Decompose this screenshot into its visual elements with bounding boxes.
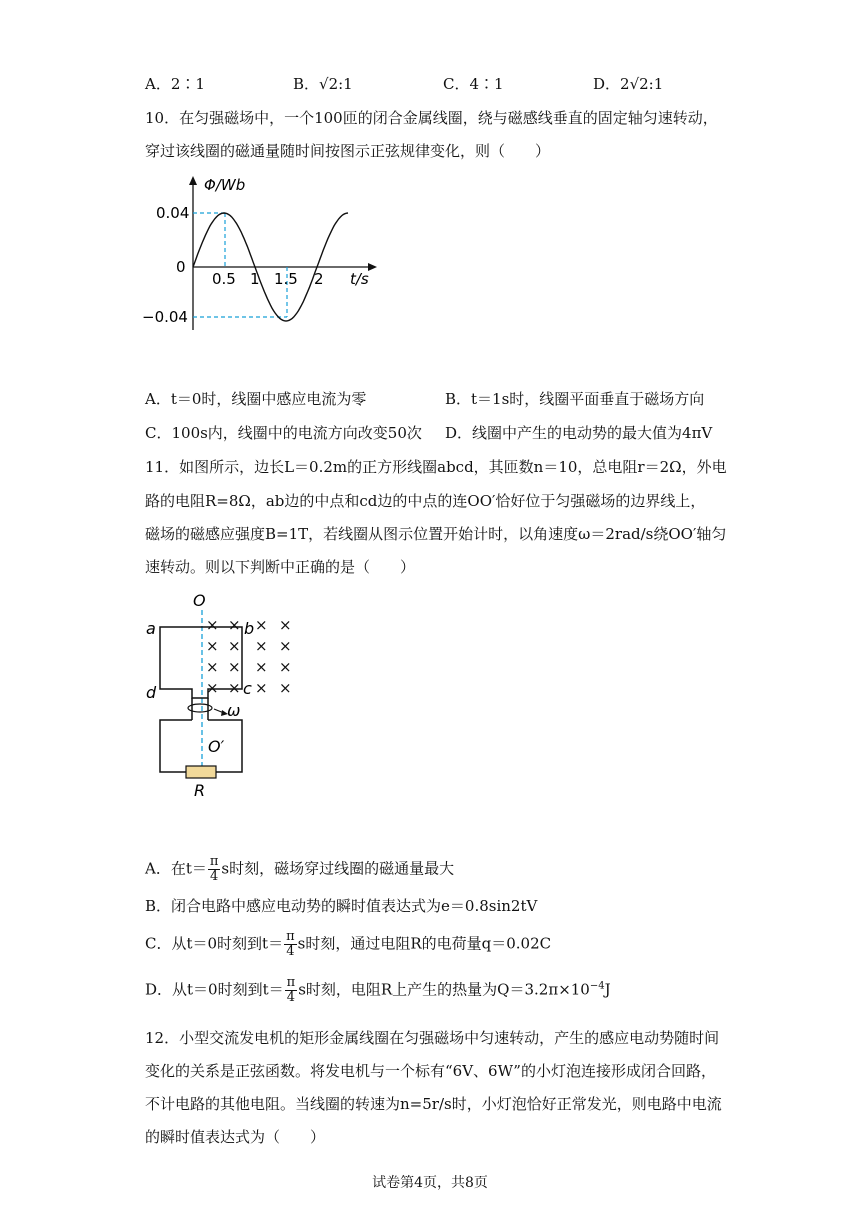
q9-option-c: C．4∶1 [443, 75, 504, 93]
q11-stem-line1: 11．如图所示，边长L＝0.2m的正方形线圈abcd，其匝数n＝10，总电阻r＝2Ω，外电 [145, 458, 727, 476]
x-tick-2: 2 [314, 270, 324, 288]
q12-stem-line3: 不计电路的其他电阻。当线圈的转速为n=5r/s时，小灯泡恰好正常发光，则电路中电流 [145, 1095, 722, 1113]
q11-stem-line2: 路的电阻R=8Ω，ab边的中点和cd边的中点的连OO′恰好位于匀强磁场的边界线上， [145, 492, 706, 510]
q10-flux-graph [142, 170, 380, 340]
q11-option-a: A．在t＝ $\frac{\pi}{4}$ s时刻，磁场穿过线圈的磁通量最大 [145, 854, 455, 884]
x-axis-label: t/s [350, 270, 369, 288]
q10-stem-line1: 10．在匀强磁场中，一个100匝的闭合金属线圈，绕与磁感线垂直的固定轴匀速转动， [145, 109, 718, 127]
label-r: R [194, 781, 206, 800]
field-cross: × [206, 616, 219, 634]
label-o-prime: O′ [208, 737, 225, 756]
field-cross: × [255, 679, 268, 697]
field-cross: × [206, 679, 219, 697]
q10-option-c: C．100s内，线圈中的电流方向改变50次 [145, 424, 422, 442]
y-axis-label: Φ/Wb [204, 176, 246, 194]
q10-option-a: A．t＝0时，线圈中感应电流为零 [145, 390, 367, 408]
label-b: b [244, 619, 255, 638]
resistor-r [186, 766, 216, 778]
field-cross: × [279, 616, 292, 634]
x-tick-0-5: 0.5 [212, 270, 236, 288]
label-d: d [146, 683, 157, 702]
field-cross: × [279, 637, 292, 655]
frac-pi-over-4: $\frac{\pi}{4}$ [286, 929, 295, 959]
q11-option-b: B．闭合电路中感应电动势的瞬时值表达式为e＝0.8sin2tV [145, 897, 538, 915]
q12-stem-line2: 变化的关系是正弦函数。将发电机与一个标有“6V、6W”的小灯泡连接形成闭合回路， [145, 1062, 716, 1080]
q9-option-b: B．√2:1 [293, 75, 353, 93]
page-footer: 试卷第4页，共8页 [372, 1175, 488, 1191]
field-cross: × [228, 616, 241, 634]
field-cross: × [228, 658, 241, 676]
y-tick-top: 0.04 [156, 204, 190, 222]
q11-option-d: D．从t＝0时刻到t＝ $\frac{\pi}{4}$ s时刻，电阻R上产生的热量为$Q=3.2\pi\times 10^{-4}J$ [145, 975, 611, 1005]
field-cross: × [255, 658, 268, 676]
q9-option-d: D．2√2:1 [593, 75, 664, 93]
q11-stem-line3: 磁场的磁感应强度B=1T，若线圈从图示位置开始计时，以角速度ω＝2rad/s绕OO′轴匀 [145, 525, 727, 543]
field-cross: × [255, 616, 268, 634]
q10-stem-line2: 穿过该线圈的磁通量随时间按图示正弦规律变化，则（ ） [145, 142, 551, 160]
field-cross: × [279, 658, 292, 676]
frac-pi-over-4: $\frac{\pi}{4}$ [286, 975, 296, 1005]
label-c: c [243, 679, 252, 698]
field-cross: × [206, 658, 219, 676]
y-tick-bottom: −0.04 [142, 308, 188, 326]
q12-stem-line1: 12．小型交流发电机的矩形金属线圈在匀强磁场中匀速转动，产生的感应电动势随时间 [145, 1029, 720, 1047]
q11-option-c: C．从t＝0时刻到t＝ $\frac{\pi}{4}$ s时刻，通过电阻R的电荷量q＝0.02C [145, 929, 552, 959]
q9-option-a: A．2∶1 [145, 75, 205, 93]
field-cross: × [255, 637, 268, 655]
q12-stem-line4: 的瞬时值表达式为（ ） [145, 1128, 326, 1146]
field-cross: × [228, 637, 241, 655]
q11-stem-line4: 速转动。则以下判断中正确的是（ ） [145, 558, 416, 576]
field-cross: × [279, 679, 292, 697]
q9-options [145, 73, 705, 95]
field-cross: × [206, 637, 219, 655]
x-tick-1-5: 1.5 [274, 270, 298, 288]
frac-pi-over-4: $\frac{\pi}{4}$ [209, 854, 219, 884]
q10-option-b: B．t＝1s时，线圈平面垂直于磁场方向 [445, 390, 705, 408]
x-tick-1: 1 [250, 270, 260, 288]
label-omega: ω [227, 701, 241, 720]
label-a: a [146, 619, 156, 638]
field-cross: × [228, 679, 241, 697]
q10-option-d: D．线圈中产生的电动势的最大值为4πV [445, 424, 713, 442]
label-o: O [193, 591, 206, 610]
q11-coil-figure [140, 590, 310, 800]
y-tick-zero: 0 [176, 258, 186, 276]
